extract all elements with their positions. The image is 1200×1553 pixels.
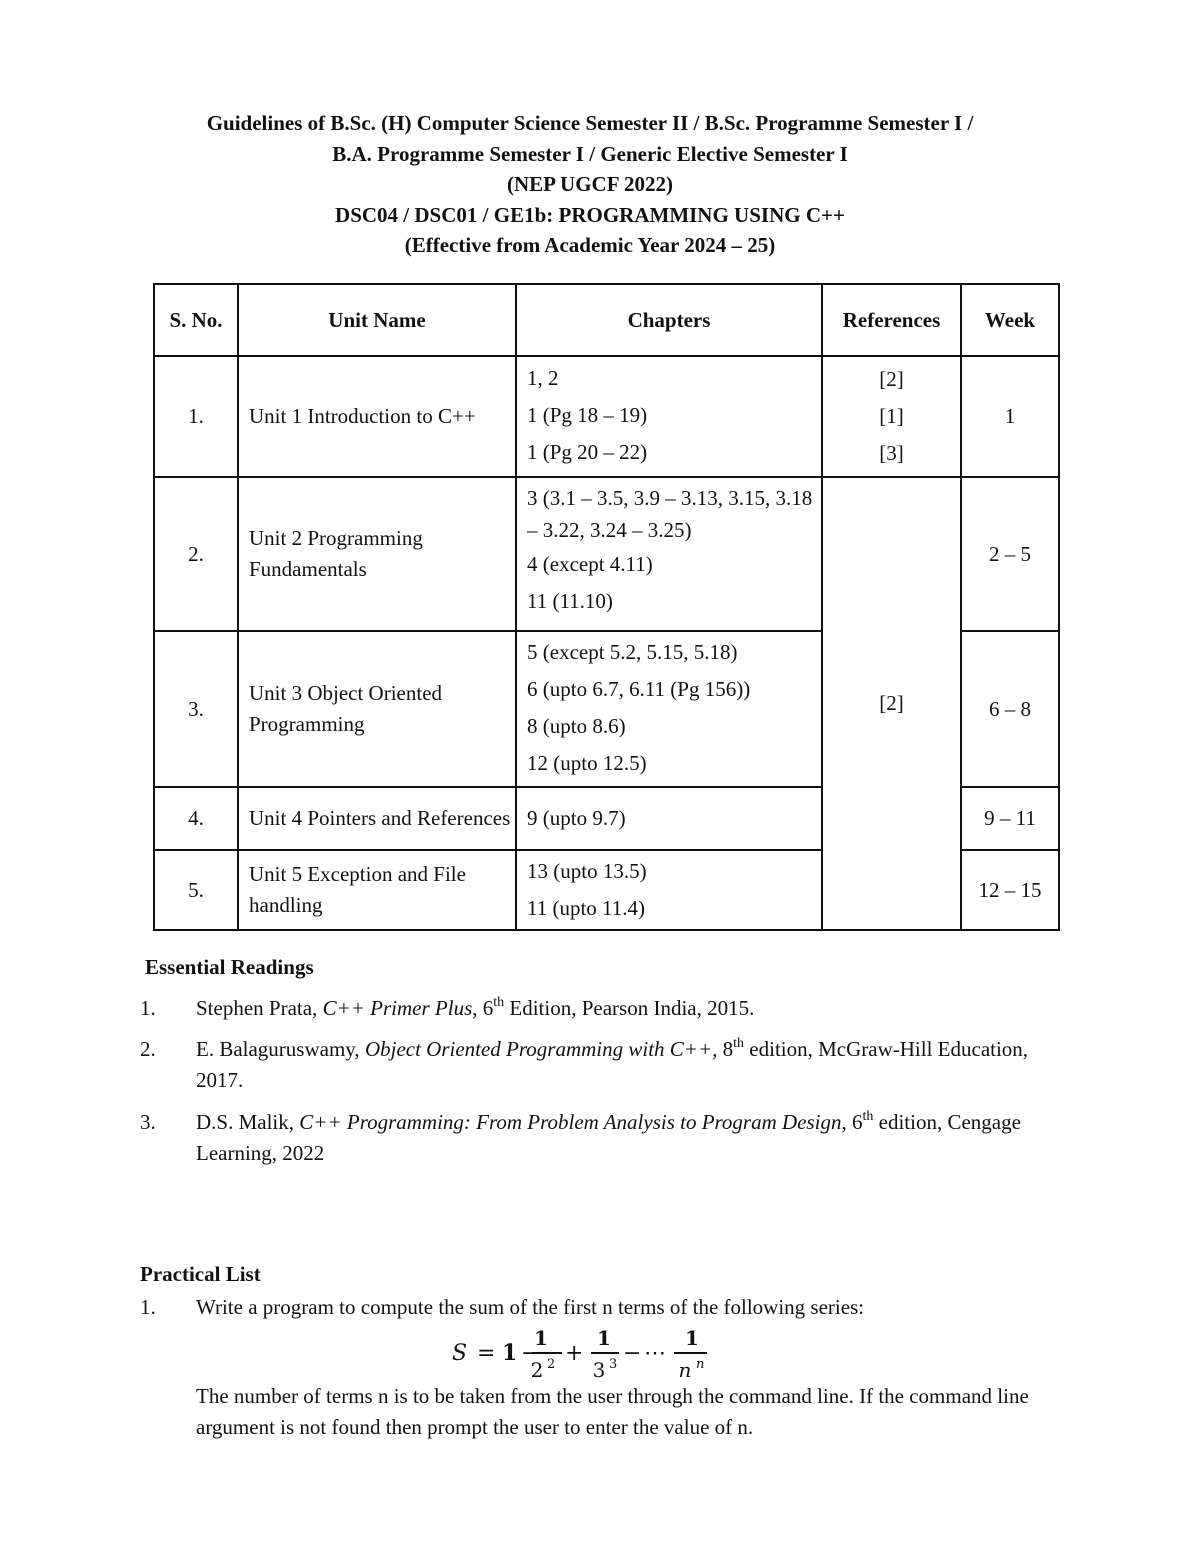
header-line-4: DSC04 / DSC01 / GE1b: PROGRAMMING USING C++ bbox=[335, 202, 845, 227]
chapter-line: 1, 2 bbox=[527, 366, 559, 390]
row-week: 6 – 8 bbox=[961, 631, 1059, 787]
chapter-line: 11 (upto 11.4) bbox=[527, 896, 646, 920]
reading-text bbox=[196, 1107, 1046, 1169]
fraction-2-exponent: 3 bbox=[609, 1357, 618, 1372]
reading-book-title: C++ Primer Plus bbox=[322, 996, 473, 1020]
header-sno: S. No. bbox=[154, 284, 238, 356]
fraction-2-denominator: 3 bbox=[592, 1358, 606, 1382]
row-week: 2 – 5 bbox=[961, 477, 1059, 631]
reference-line: [3] bbox=[879, 441, 904, 465]
reading-edition-number: , 6 bbox=[841, 1110, 863, 1134]
reading-edition-number: 8 bbox=[717, 1037, 734, 1061]
formula-lhs: S bbox=[452, 1341, 468, 1366]
formula-minus-2: − bbox=[623, 1341, 642, 1366]
row-week: 9 – 11 bbox=[961, 787, 1059, 850]
chapter-line: 12 (upto 12.5) bbox=[527, 751, 647, 775]
reference-line: [1] bbox=[879, 404, 904, 428]
chapter-line: 1 (Pg 18 – 19) bbox=[527, 403, 648, 427]
table-row bbox=[154, 477, 1059, 631]
chapter-line: 13 (upto 13.5) bbox=[527, 859, 647, 883]
formula-plus: + bbox=[565, 1341, 584, 1366]
reading-edition-suffix: th bbox=[493, 995, 505, 1010]
chapter-line: 6 (upto 6.7, 6.11 (Pg 156)) bbox=[527, 677, 751, 701]
row-sno: 3. bbox=[154, 631, 238, 787]
row-week: 1 bbox=[961, 356, 1059, 477]
fraction-1-numerator: 1 bbox=[534, 1326, 548, 1350]
header-unit-name: Unit Name bbox=[238, 284, 516, 356]
reading-book-title: Object Oriented Programming with C++, bbox=[364, 1037, 718, 1061]
fraction-1-exponent: 2 bbox=[547, 1357, 556, 1372]
chapter-line: 3 (3.1 – 3.5, 3.9 – 3.13, 3.15, 3.18 – 3.22, 3.24 – 3.25) bbox=[527, 486, 813, 542]
reading-edition-number: , 6 bbox=[472, 996, 494, 1020]
row-chapters bbox=[516, 850, 822, 930]
reading-author: D.S. Malik, bbox=[196, 1110, 300, 1134]
chapter-line: 1 (Pg 20 – 22) bbox=[527, 440, 648, 464]
chapter-line: 11 (11.10) bbox=[527, 589, 613, 613]
row-chapters bbox=[516, 356, 822, 477]
fraction-1-denominator: 2 bbox=[530, 1358, 544, 1382]
document-header bbox=[0, 108, 1180, 261]
header-references: References bbox=[822, 284, 961, 356]
row-sno: 2. bbox=[154, 477, 238, 631]
formula-ellipsis: ⋯ bbox=[644, 1341, 666, 1366]
formula-minus-1: − bbox=[521, 1341, 540, 1366]
syllabus-table bbox=[153, 283, 1060, 931]
formula-graphic bbox=[452, 1325, 722, 1385]
formula-equals: = bbox=[477, 1341, 496, 1366]
reading-publisher: Edition, Pearson India, 2015. bbox=[504, 996, 755, 1020]
header-line-3: (NEP UGCF 2022) bbox=[506, 172, 674, 196]
chapter-line: 4 (except 4.11) bbox=[527, 552, 653, 576]
chapter-line: 9 (upto 9.7) bbox=[527, 806, 626, 830]
header-line-5: (Effective from Academic Year 2024 – 25) bbox=[404, 233, 776, 257]
reading-number: 1. bbox=[140, 996, 156, 1020]
reading-number: 3. bbox=[140, 1110, 156, 1134]
row-unit-name: Unit 4 Pointers and References bbox=[238, 787, 516, 850]
reading-text bbox=[196, 1034, 1046, 1096]
reading-author: E. Balaguruswamy, bbox=[196, 1037, 365, 1061]
essential-readings-heading: Essential Readings bbox=[145, 955, 314, 979]
practical-list-heading: Practical List bbox=[140, 1262, 261, 1286]
reading-number: 2. bbox=[140, 1037, 156, 1061]
row-unit-name: Unit 2 Programming Fundamentals bbox=[238, 477, 516, 631]
chapter-line: 5 (except 5.2, 5.15, 5.18) bbox=[527, 640, 738, 664]
row-sno: 4. bbox=[154, 787, 238, 850]
row-unit-name: Unit 3 Object Oriented Programming bbox=[238, 631, 516, 787]
header-line-2: B.A. Programme Semester I / Generic Elective Semester I bbox=[332, 141, 848, 166]
row-unit-name: Unit 1 Introduction to C++ bbox=[238, 356, 516, 477]
row-sno: 1. bbox=[154, 356, 238, 477]
fraction-2-numerator: 1 bbox=[597, 1326, 611, 1350]
header-week: Week bbox=[961, 284, 1059, 356]
reading-text bbox=[196, 993, 1046, 1024]
table-header-row bbox=[154, 284, 1059, 356]
header-chapters: Chapters bbox=[516, 284, 822, 356]
merged-references: [2] bbox=[822, 477, 961, 930]
header-line-1: Guidelines of B.Sc. (H) Computer Science Semester II / B.Sc. Programme Semester I / bbox=[206, 111, 974, 135]
fraction-3-exponent: n bbox=[696, 1357, 705, 1372]
table-row bbox=[154, 356, 1059, 477]
practical-text: Write a program to compute the sum of the first n terms of the following series: bbox=[196, 1295, 865, 1319]
reading-edition-suffix: th bbox=[733, 1036, 745, 1051]
reading-publisher: edition, McGraw-Hill Education, 2017. bbox=[196, 1037, 1029, 1092]
row-references bbox=[822, 356, 961, 477]
row-chapters bbox=[516, 631, 822, 787]
chapter-line: 8 (upto 8.6) bbox=[527, 714, 626, 738]
formula-one: 1 bbox=[502, 1340, 518, 1366]
reading-author: Stephen Prata, bbox=[196, 996, 323, 1020]
reading-edition-suffix: th bbox=[862, 1109, 874, 1124]
row-chapters bbox=[516, 477, 822, 631]
practical-number: 1. bbox=[140, 1295, 156, 1319]
fraction-3-numerator: 1 bbox=[685, 1326, 699, 1350]
reading-publisher: edition, Cengage Learning, 2022 bbox=[196, 1110, 1021, 1165]
row-sno: 5. bbox=[154, 850, 238, 930]
row-week: 12 – 15 bbox=[961, 850, 1059, 930]
reading-book-title: C++ Programming: From Problem Analysis to Program Design bbox=[299, 1110, 842, 1134]
row-unit-name: Unit 5 Exception and File handling bbox=[238, 850, 516, 930]
row-chapters bbox=[516, 787, 822, 850]
series-formula bbox=[452, 1325, 722, 1385]
fraction-3-denominator: n bbox=[678, 1358, 692, 1382]
practical-description: The number of terms n is to be taken from the user through the command line. If the command line argument is not found then prompt the user to enter the value of n. bbox=[196, 1384, 1029, 1439]
reference-line: [2] bbox=[879, 367, 904, 391]
